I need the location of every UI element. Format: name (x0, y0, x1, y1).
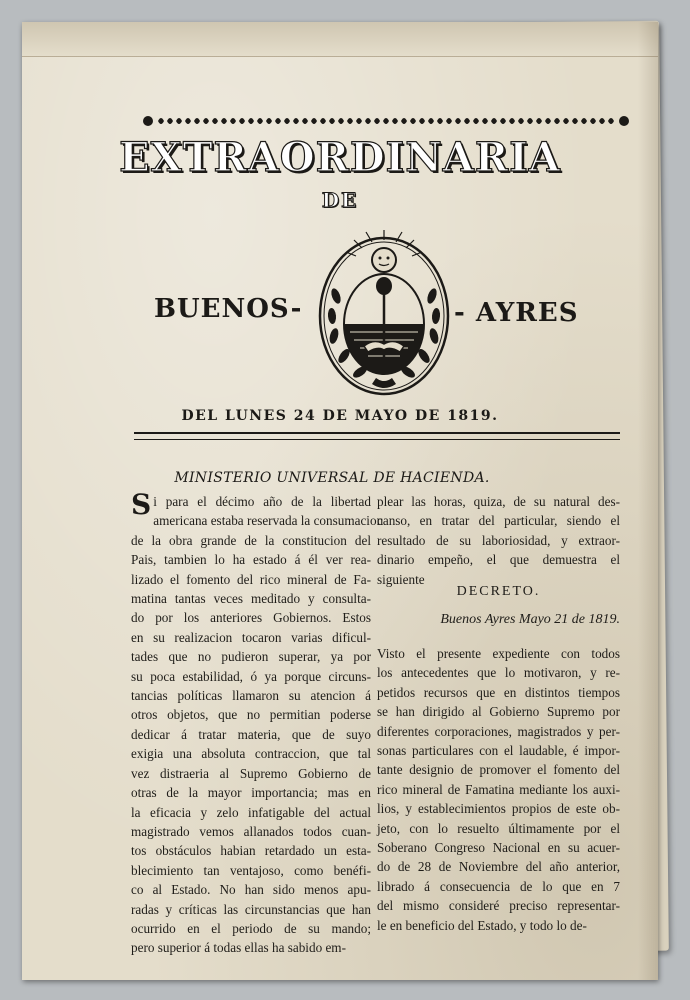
text-line: dinario empeño, el que demuestra el (377, 552, 620, 568)
text-line: lizado el fomento del rico mineral de Fa- (131, 571, 371, 587)
left-column (131, 488, 384, 958)
text-line: los antecedentes que lo motivaron, y re- (377, 665, 620, 681)
text-line: se han dirigido al Gobierno Supremo por (377, 704, 620, 720)
right-column-intro (377, 492, 620, 589)
text-line: siguiente (377, 571, 425, 587)
text-line: lios, y establecimientos propios de este ob- (377, 801, 620, 817)
text-line: blecimiento tan ventajoso, como benéfi- (131, 862, 371, 878)
ornamental-border-icon (142, 114, 630, 128)
text-line: vez distraeria al Supremo Gobierno de (131, 765, 371, 781)
text-line: canso, en tratar del particular, siendo el (377, 513, 620, 529)
masthead-city-right: - AYRES (454, 298, 579, 328)
text-line: jeto, con lo resuelto últimamente por el (377, 820, 620, 836)
text-line: magistrado vemos allanados todos cuan- (131, 823, 371, 839)
section-heading: MINISTERIO UNIVERSAL DE HACIENDA. (174, 470, 490, 486)
text-line: dedicar á tratar materia, que de suyo (131, 726, 371, 742)
text-line: otras de la mayor importancia; mas en (131, 785, 371, 801)
text-line: le en beneficio del Estado, y todo lo de- (377, 917, 587, 933)
text-line: do por los anteriores Gobiernos. Estos (131, 610, 371, 626)
text-line: tante designio de promover el fomento del (377, 762, 620, 778)
text-line: matina tantas veces meditado y consulta- (131, 591, 371, 607)
text-line: ocurrido en el periodo de su mando; (131, 920, 371, 936)
text-line: tos obstáculos habian retardado un esta- (131, 843, 371, 859)
text-line: plear las horas, quiza, de su natural des- (377, 494, 620, 509)
text-line: Soberano Congreso Nacional en su acuer- (377, 840, 620, 856)
text-line: Visto el presente expediente con todos (377, 646, 620, 661)
text-line: del mismo consideré preciso representar- (377, 898, 620, 914)
text-line (131, 488, 371, 521)
text-line: de la obra grande de la constitucion del (131, 532, 371, 548)
masthead-connector: DE (321, 188, 359, 212)
masthead-title: EXTRAORDINARIA (119, 134, 561, 181)
right-column-decree (377, 644, 620, 935)
text-line: tades que no pudieron superar, ya por (131, 649, 371, 665)
text-run: i para el décimo año de la libertad (153, 494, 371, 509)
text-line: librado á consecuencia de lo que en 7 (377, 878, 620, 894)
page-fold (22, 22, 658, 57)
coat-of-arms-seal-icon (314, 226, 454, 398)
decree-date: Buenos Ayres Mayo 21 de 1819. (440, 612, 620, 627)
text-line: americana estaba reservada la consumacion (153, 513, 384, 529)
masthead-city-left: BUENOS- (154, 294, 303, 324)
decree-title: DECRETO. (456, 584, 541, 599)
text-line: pero superior á todas ellas ha sabido em- (131, 940, 346, 956)
issue-date: DEL LUNES 24 DE MAYO DE 1819. (181, 408, 499, 424)
newspaper-page (22, 22, 658, 980)
text-line: co al Estado. No han sido menos apu- (131, 882, 371, 898)
masthead-rule (134, 432, 620, 440)
text-line: otros objetos, que no permitian poderse (131, 707, 371, 723)
text-line: radas y críticas las circunstancias que han (131, 901, 371, 917)
text-line: resultado de su laboriosidad, y extraor- (377, 532, 620, 548)
text-line: exigia una absoluta contraccion, que tal (131, 746, 371, 762)
text-line: en su realizacion tocaron varias dificul- (131, 629, 371, 645)
text-line: rico mineral de Famatina mediante los auxi- (377, 781, 620, 797)
drop-cap: S (131, 488, 152, 521)
text-line: sonas particulares con el laudable, é impor- (377, 743, 620, 759)
text-line: petidos recursos que en distintos tiempos (377, 684, 620, 700)
text-line: tancias políticas llamaron su atencion á (131, 688, 371, 704)
text-line: diferentes corporaciones, magistrados y per- (377, 723, 620, 739)
text-line: do de 28 de Noviembre del año anterior, (377, 859, 620, 875)
text-line: su poca estabilidad, ó ya porque circuns- (131, 668, 371, 684)
text-line: Pais, tambien lo ha estado á él ver rea- (131, 552, 371, 568)
text-line: la eficacia y zelo infatigable del actual (131, 804, 371, 820)
